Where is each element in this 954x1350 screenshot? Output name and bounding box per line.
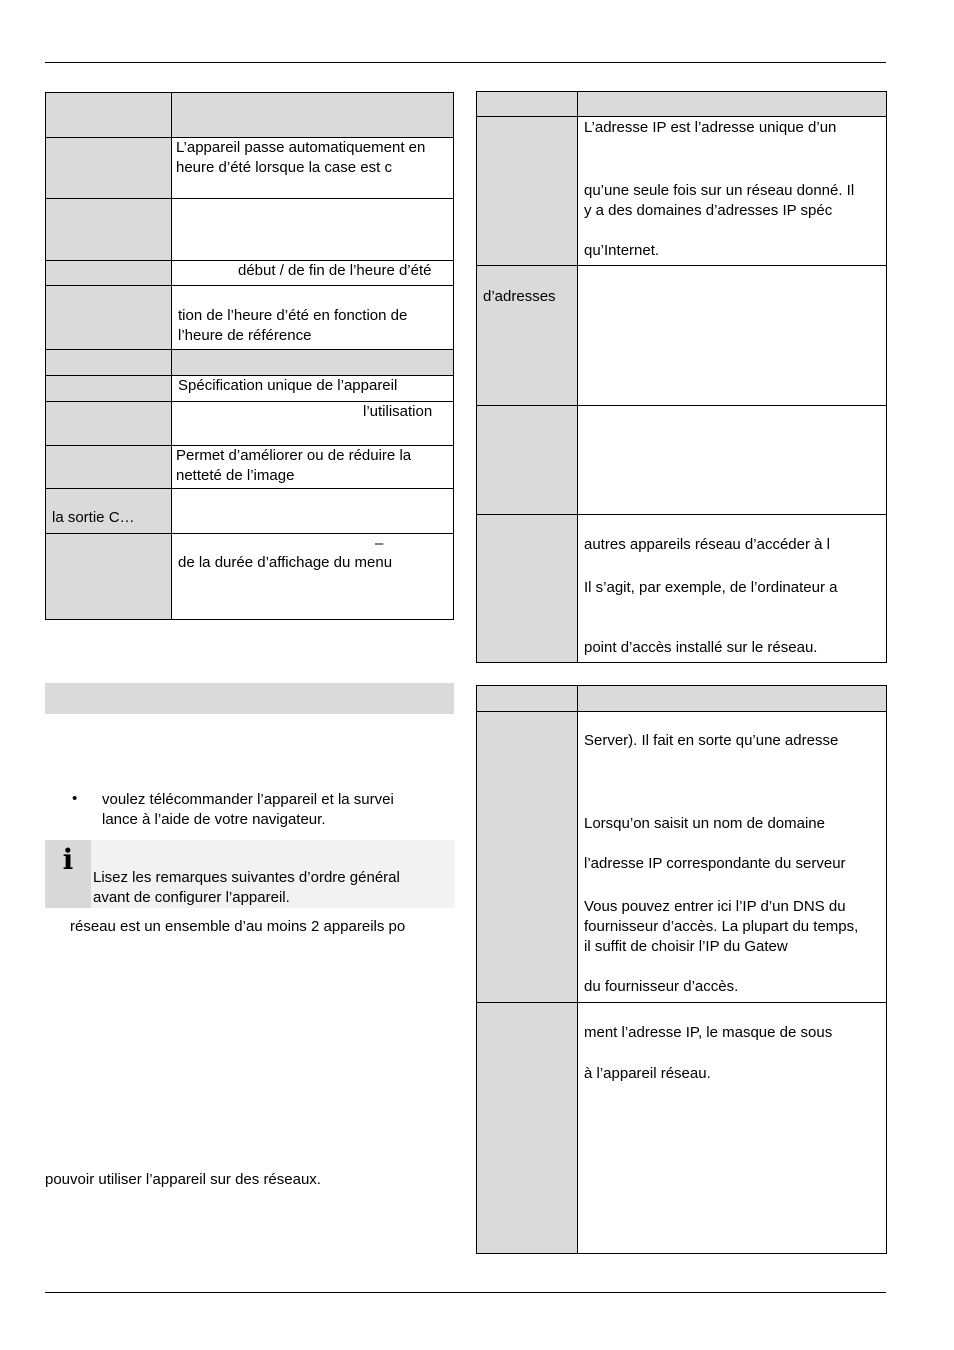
cell-text: Il s’agit, par exemple, de l’ordinateur a (584, 579, 838, 596)
table-row (46, 93, 454, 138)
cell-key: d’adresses (483, 288, 556, 305)
table-row (46, 534, 454, 620)
note-line: Lisez les remarques suivantes d’ordre général (93, 869, 400, 886)
cell-text: point d’accès installé sur le réseau. (584, 639, 818, 656)
cell-text: ment l’adresse IP, le masque de sous (584, 1024, 833, 1041)
cell-text: il suffit de choisir l’IP du Gatew (584, 938, 788, 955)
table-row (477, 712, 887, 1003)
bullet-line: voulez télécommander l’appareil et la survei (102, 791, 394, 808)
cell-text: qu’une seule fois sur un réseau donné. Il (584, 182, 855, 199)
bottom-rule (45, 1292, 886, 1293)
note-box (45, 840, 455, 908)
cell-text: Lorsqu’on saisit un nom de domaine (584, 815, 825, 832)
table-row (46, 376, 454, 402)
paragraph: réseau est un ensemble d’au moins 2 appareils po (70, 918, 406, 935)
cell-key: la sortie C… (52, 509, 135, 526)
cell-text: heure d’été lorsque la case est c (176, 159, 392, 176)
cell-text: l’adresse IP correspondante du serveur (584, 855, 846, 872)
table-row (46, 402, 454, 446)
section-heading-bar (45, 683, 454, 714)
cell-text: du fournisseur d’accès. (584, 978, 739, 995)
bullet-item (102, 790, 442, 830)
cell-text: Vous pouvez entrer ici l’IP d’un DNS du (584, 898, 846, 915)
table-row (46, 350, 454, 376)
table-row (46, 489, 454, 534)
cell-text: début / de fin de l’heure d’été (238, 262, 432, 279)
cell-text: l’utilisation (363, 403, 433, 420)
note-text (93, 868, 400, 908)
top-rule (45, 62, 886, 63)
cell-text: L’appareil passe automatiquement en (176, 139, 426, 156)
cell-text: – (375, 535, 384, 552)
paragraph: pouvoir utiliser l’appareil sur des réseaux. (45, 1171, 321, 1188)
table-row (46, 199, 454, 261)
cell-text: L’adresse IP est l’adresse unique d’un (584, 119, 837, 136)
cell-text: de la durée d’affichage du menu (178, 554, 393, 571)
cell-text: fournisseur d’accès. La plupart du temps, (584, 918, 859, 935)
table-row (46, 261, 454, 286)
table-row (477, 686, 887, 712)
note-line: avant de configurer l’appareil. (93, 889, 290, 906)
table-row (477, 406, 887, 515)
cell-text: Server). Il fait en sorte qu’une adresse (584, 732, 839, 749)
cell-text: l’heure de référence (178, 327, 312, 344)
right-dns-table (476, 685, 887, 1254)
right-network-table (476, 91, 887, 663)
cell-text: Permet d’améliorer ou de réduire la (176, 447, 412, 464)
bullet-icon: • (72, 790, 78, 807)
cell-text: tion de l’heure d’été en fonction de (178, 307, 408, 324)
table-row (477, 117, 887, 266)
cell-text: netteté de l’image (176, 467, 295, 484)
table-row (477, 1003, 887, 1254)
table-row (477, 266, 887, 406)
table-row (46, 446, 454, 489)
table-row (477, 92, 887, 117)
cell-text: Spécification unique de l’appareil (178, 377, 398, 394)
cell-text: y a des domaines d’adresses IP spéc (584, 202, 833, 219)
table-row (46, 286, 454, 350)
left-settings-table (45, 92, 454, 620)
table-row (477, 515, 887, 663)
bullet-line: lance à l’aide de votre navigateur. (102, 811, 326, 828)
table-row (46, 138, 454, 199)
info-icon: i (45, 840, 91, 908)
cell-text: qu’Internet. (584, 242, 660, 259)
cell-text: à l’appareil réseau. (584, 1065, 711, 1082)
cell-text: autres appareils réseau d’accéder à l (584, 536, 830, 553)
